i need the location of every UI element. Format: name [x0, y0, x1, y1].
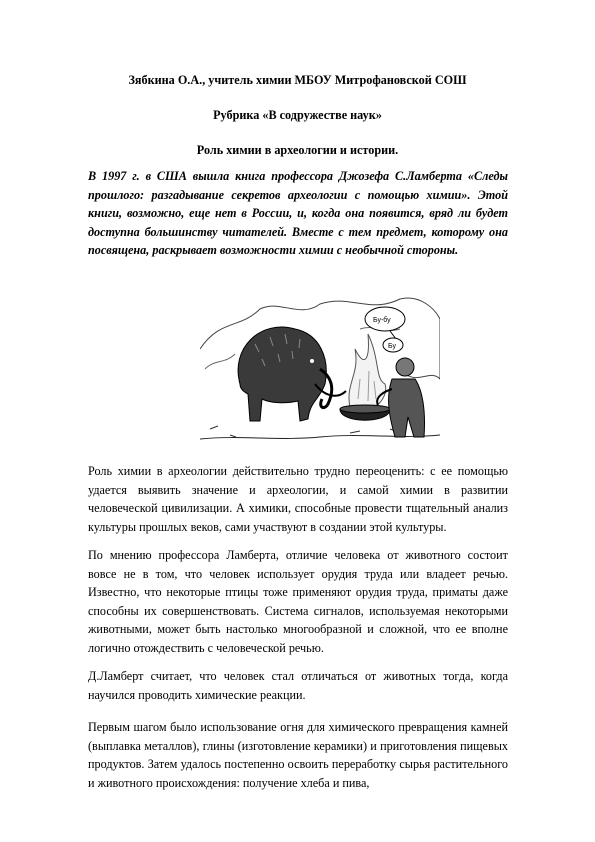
- intro-paragraph: В 1997 г. в США вышла книга профессора Джозефа С.Ламберта «Следы прошлого: разгадывание секретов археологии с помощью химии». Этой книги, возможно, еще нет в России, и, когда она появится, вряд ли будет доступна большинству читателей. Вместе с тем предмет, которому она посвящена, раскрывает возможности химии с необычной стороны.: [88, 169, 508, 258]
- speech-bubble-1: Бу-бу: [373, 317, 391, 324]
- speech-bubble-2: Бу: [388, 343, 396, 350]
- body-paragraph-1: Роль химии в археологии действительно трудно переоценить: с ее помощью удается выявить значение и археологии, и самой химии в развитии человеческой цивилизации. А химики, способные провести тщательный анализ культуры прошлых веков, сами участвуют в создании этой культуры.: [88, 464, 508, 534]
- body-paragraph-3: Д.Ламберт считает, что человек стал отличаться от животных тогда, когда научился проводить химические реакции.: [88, 669, 508, 702]
- body-paragraph-2: По мнению профессора Ламберта, отличие человека от животного состоит вовсе не в том, что человек использует орудия труда или владеет речью. Известно, что некоторые птицы тоже применяют орудия труда, приматы даже способны их совершенствовать. Система сигналов, используемая некоторыми животными, может быть настолько многообразной и сложной, что ее вполне логично отождествить с человеческой речью.: [88, 548, 508, 655]
- article-title: Роль химии в археологии и истории.: [196, 143, 399, 157]
- rubric-line: Рубрика «В содружестве наук»: [213, 108, 382, 122]
- author-line: Зябкина О.А., учитель химии МБОУ Митрофановской СОШ: [128, 73, 467, 87]
- caveman-mammoth-fire-illustration: [200, 289, 440, 445]
- body-paragraph-4: Первым шагом было использование огня для химического превращения камней (выплавка металлов), глины (изготовление керамики) и приготовления пищевых продуктов. Затем удалось постепенно освоить переработку сырья растительного и животного происхождения: получение хлеба и пива,: [88, 720, 508, 790]
